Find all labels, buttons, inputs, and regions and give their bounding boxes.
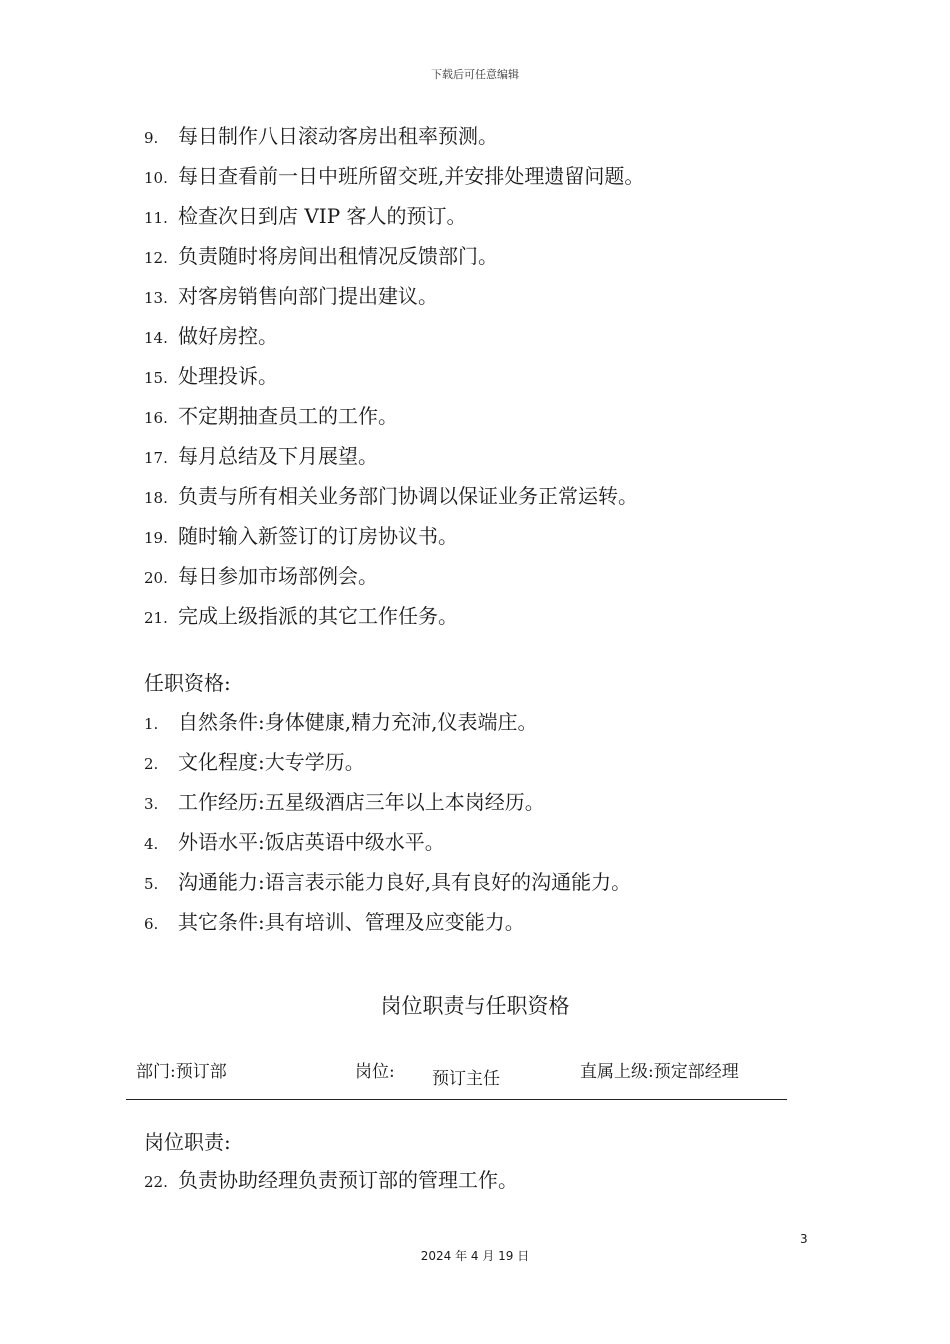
list-item [144,558,644,598]
list-item [144,438,644,478]
duties-list-continued [144,118,644,638]
item-number: 2. [144,755,159,773]
header-divider [126,1099,787,1100]
item-text: 每月总结及下月展望。 [178,444,378,468]
item-text: 外语水平:饭店英语中级水平。 [178,830,445,854]
item-number: 13. [144,289,168,307]
item-text: 每日制作八日滚动客房出租率预测。 [178,124,498,148]
item-number: 4. [144,835,159,853]
list-item [144,278,644,318]
item-number: 18. [144,489,168,507]
item-number: 15. [144,369,168,387]
item-number: 20. [144,569,168,587]
page-number: 3 [800,1232,808,1246]
list-item [144,398,644,438]
list-item [144,478,644,518]
item-text: 处理投诉。 [178,364,278,388]
item-number: 6. [144,915,159,933]
page-header: 下载后可任意编辑 [431,68,519,81]
list-item [144,118,644,158]
item-text: 工作经历:五星级酒店三年以上本岗经历。 [178,790,545,814]
list-item [144,1162,518,1202]
position-label: 岗位: [355,1062,395,1082]
list-item [144,784,631,824]
item-text: 负责与所有相关业务部门协调以保证业务正常运转。 [178,484,638,508]
item-number: 5. [144,875,159,893]
list-item [144,358,644,398]
qualifications-list [144,704,631,944]
duties-heading: 岗位职责: [144,1130,231,1154]
item-number: 22. [144,1173,168,1191]
list-item [144,864,631,904]
list-item [144,744,631,784]
item-number: 16. [144,409,168,427]
item-number: 9. [144,129,159,147]
item-number: 21. [144,609,168,627]
item-text: 检查次日到店 VIP 客人的预订。 [178,204,467,228]
duties-list [144,1162,518,1202]
item-text: 随时输入新签订的订房协议书。 [178,524,458,548]
list-item [144,158,644,198]
department-label: 部门:预订部 [136,1062,227,1082]
item-text: 自然条件:身体健康,精力充沛,仪表端庄。 [178,710,538,734]
item-text: 完成上级指派的其它工作任务。 [178,604,458,628]
superior-label: 直属上级:预定部经理 [580,1062,739,1082]
item-number: 14. [144,329,168,347]
document-title: 岗位职责与任职资格 [380,994,570,1018]
item-number: 11. [144,209,168,227]
item-text: 每日查看前一日中班所留交班,并安排处理遗留问题。 [178,164,645,188]
item-text: 做好房控。 [178,324,278,348]
list-item [144,598,644,638]
item-number: 10. [144,169,168,187]
item-number: 3. [144,795,159,813]
item-number: 1. [144,715,159,733]
item-number: 12. [144,249,168,267]
item-text: 沟通能力:语言表示能力良好,具有良好的沟通能力。 [178,870,632,894]
list-item [144,518,644,558]
item-text: 负责协助经理负责预订部的管理工作。 [178,1168,518,1192]
footer-date: 2024 年 4 月 19 日 [420,1249,530,1263]
item-text: 负责随时将房间出租情况反馈部门。 [178,244,498,268]
list-item [144,904,631,944]
item-text: 对客房销售向部门提出建议。 [178,284,438,308]
qualifications-heading: 任职资格: [144,671,231,695]
position-value: 预订主任 [432,1069,500,1089]
list-item [144,238,644,278]
list-item [144,704,631,744]
list-item [144,824,631,864]
item-text: 文化程度:大专学历。 [178,750,365,774]
list-item [144,318,644,358]
list-item [144,198,644,238]
item-text: 每日参加市场部例会。 [178,564,378,588]
item-number: 19. [144,529,168,547]
item-number: 17. [144,449,168,467]
item-text: 不定期抽查员工的工作。 [178,404,398,428]
item-text: 其它条件:具有培训、管理及应变能力。 [178,910,525,934]
